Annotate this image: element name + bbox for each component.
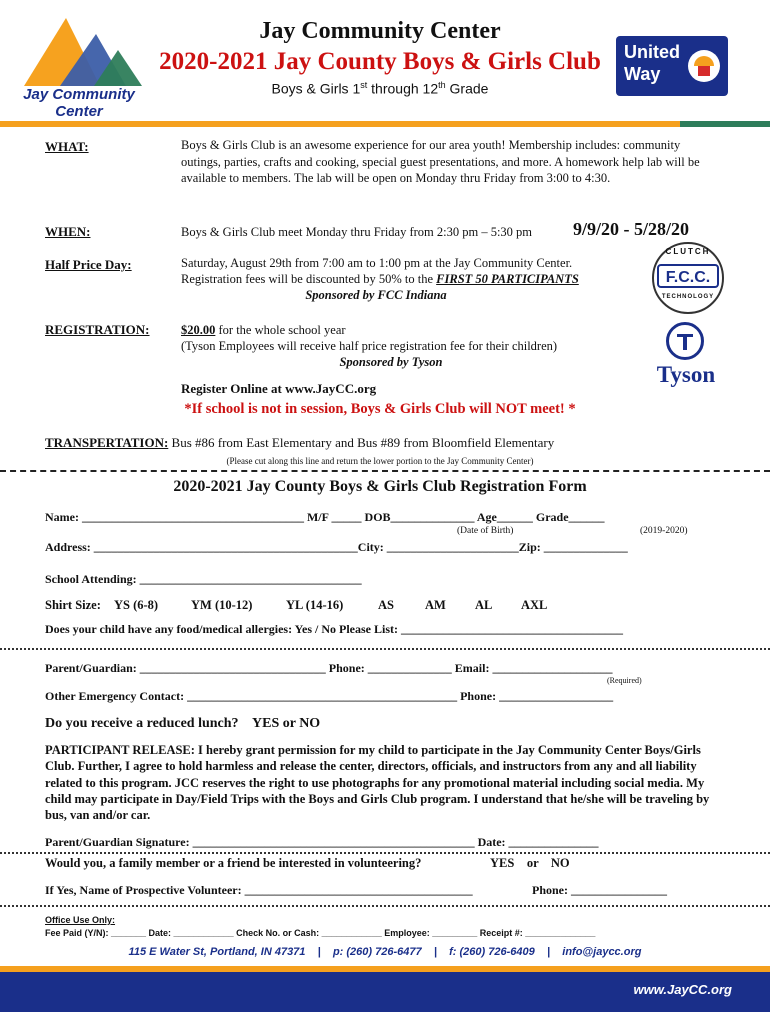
what-label: WHAT: xyxy=(45,139,89,154)
cut-note: (Please cut along this line and return the lower portion to the Jay Community Center) xyxy=(226,456,534,466)
half-price-label: Half Price Day: xyxy=(45,257,132,272)
office-use-row: Fee Paid (Y/N): _______ Date: ____________ Check No. or Cash: ____________ Employee: _________ Receipt #: ______________ xyxy=(45,928,596,938)
register-online: Register Online at www.JayCC.org xyxy=(181,381,377,396)
grade-note: (2019-2020) xyxy=(640,526,688,536)
header-rule-green xyxy=(680,121,770,127)
logo-text-line2: Center xyxy=(55,103,103,120)
address-row[interactable]: Address: ____________________________________________City: ______________________Zip: ______________ xyxy=(45,540,628,554)
form-title: 2020-2021 Jay County Boys & Girls Club Registration Form xyxy=(173,478,587,495)
school-row[interactable]: School Attending: _____________________________________ xyxy=(45,572,362,586)
grade-range: Boys & Girls 1st through 12th Grade xyxy=(271,80,489,97)
lunch-row[interactable]: Do you receive a reduced lunch? YES or NO xyxy=(45,716,321,731)
shirt-size-as[interactable]: AS xyxy=(378,598,394,612)
tyson-text: Tyson xyxy=(656,362,716,387)
tyson-emblem-icon xyxy=(666,322,704,360)
what-text: Boys & Girls Club is an awesome experience for our area youth! Membership includes: community outings, parties, crafts and cooking, special guest presentations, and more. A homework help lab will be available to members. The lab will be open on Monday thru Friday from 3:00 to 4:30. xyxy=(181,138,700,185)
required-note: (Required) xyxy=(607,676,642,685)
cut-line xyxy=(0,470,770,472)
volunteer-phone[interactable]: Phone: ________________ xyxy=(532,883,667,897)
shirt-label: Shirt Size: xyxy=(45,598,101,612)
shirt-size-axl[interactable]: AXL xyxy=(521,598,548,612)
jcc-logo xyxy=(14,14,144,118)
signature-row[interactable]: Parent/Guardian Signature: _______________________________________________ Date: _______________ xyxy=(45,835,599,849)
mountain-logo-icon xyxy=(14,14,144,88)
footer-contact: 115 E Water St, Portland, IN 47371 | p: (260) 726-6477 | f: (260) 726-6409 | info@jaycc.org xyxy=(128,946,642,958)
participant-release: PARTICIPANT RELEASE: I hereby grant permission for my child to participate in the Jay Community Center Boys/Girls Club. Further, I agree to hold harmless and release the center, directors, officials, and instructors from any and all liability related to this program. JCC reserves the right to use photographs for any promotional material including social media. My child may participate in Day/Field Trips with the Boys and Girls Club program. I understand that he/she will be traveling by bus, van and/or car. xyxy=(45,743,710,823)
shirt-size-am[interactable]: AM xyxy=(425,598,446,612)
divider-1 xyxy=(0,648,770,650)
fcc-arc-bottom-text: TECHNOLOGY xyxy=(661,294,715,300)
shirt-size-yl[interactable]: YL (14-16) xyxy=(286,598,344,612)
half-price-line1: Saturday, August 29th from 7:00 am to 1:00 pm at the Jay Community Center. xyxy=(181,256,573,270)
shirt-size-ys[interactable]: YS (6-8) xyxy=(114,598,159,612)
parent-row[interactable]: Parent/Guardian: _______________________________ Phone: ______________ Email: ____________________ xyxy=(45,661,613,675)
fcc-logo xyxy=(652,242,724,314)
volunteer-answer[interactable]: YES or NO xyxy=(490,856,570,870)
fcc-center-text: F.C.C. xyxy=(657,264,719,288)
allergy-row[interactable]: Does your child have any food/medical allergies: Yes / No Please List: _____________________________________ xyxy=(45,622,623,636)
half-price-line2: Registration fees will be discounted by 50% to the FIRST 50 PARTICIPANTS xyxy=(181,272,579,286)
footer-bar xyxy=(0,972,770,1012)
shirt-size-al[interactable]: AL xyxy=(475,598,493,612)
united-way-emblem-icon xyxy=(688,50,720,82)
registration-price-line: $20.00 for the whole school year xyxy=(181,323,346,337)
united-way-logo xyxy=(616,36,728,96)
half-price-sponsor: Sponsored by FCC Indiana xyxy=(305,288,447,302)
when-text: Boys & Girls Club meet Monday thru Friday from 2:30 pm – 5:30 pm xyxy=(181,225,533,239)
transportation-line: TRANSPERTATION: Bus #86 from East Elementary and Bus #89 from Bloomfield Elementary xyxy=(45,435,555,450)
volunteer-question: Would you, a family member or a friend be interested in volunteering? xyxy=(45,856,422,870)
logo-text-line1: Jay Community xyxy=(23,86,135,103)
header-rule-orange xyxy=(0,121,680,127)
page-title: Jay Community Center xyxy=(259,18,501,44)
united-way-text-2: Way xyxy=(624,64,661,84)
name-row[interactable]: Name: _____________________________________ M/F _____ DOB______________ Age______ Grade______ xyxy=(45,510,605,524)
page-subtitle: 2020-2021 Jay County Boys & Girls Club xyxy=(159,48,601,75)
when-dates: 9/9/20 - 5/28/20 xyxy=(573,219,689,239)
fcc-arc-top-text: CLUTCH xyxy=(665,247,711,256)
footer-website-link[interactable]: www.JayCC.org xyxy=(633,982,732,997)
warning-text: *If school is not in session, Boys & Girls Club will NOT meet! * xyxy=(184,401,576,417)
shirt-size-ym[interactable]: YM (10-12) xyxy=(191,598,253,612)
dob-note: (Date of Birth) xyxy=(457,526,514,536)
divider-2 xyxy=(0,852,770,854)
registration-line2: (Tyson Employees will receive half price registration fee for their children) xyxy=(181,339,558,353)
registration-sponsor: Sponsored by Tyson xyxy=(339,355,443,369)
divider-3 xyxy=(0,905,770,907)
when-label: WHEN: xyxy=(45,224,91,239)
emergency-row[interactable]: Other Emergency Contact: _____________________________________________ Phone: ___________________ xyxy=(45,689,614,703)
registration-label: REGISTRATION: xyxy=(45,322,150,337)
office-use-label: Office Use Only: xyxy=(45,915,116,925)
united-way-text-1: United xyxy=(624,42,680,62)
volunteer-name-row[interactable]: If Yes, Name of Prospective Volunteer: ______________________________________ xyxy=(45,883,473,897)
tyson-logo xyxy=(646,322,726,394)
